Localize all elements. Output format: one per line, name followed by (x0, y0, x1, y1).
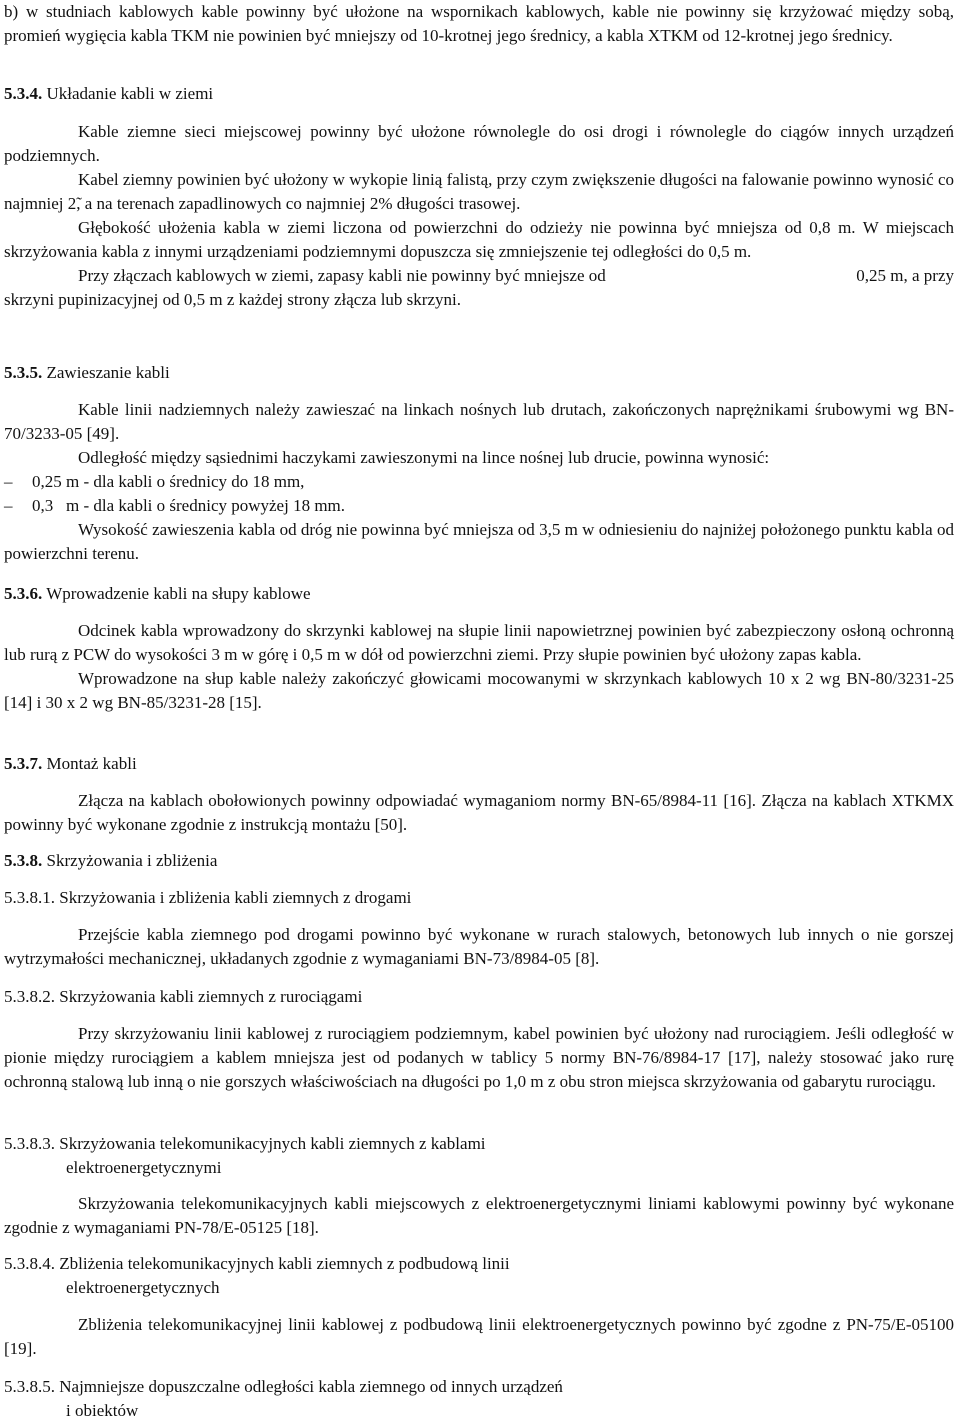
subsection-heading-5-3-8-4 (4, 1252, 954, 1300)
subsection-body-5-3-8-3 (4, 1192, 954, 1240)
subsection-heading-5-3-8-2 (4, 985, 954, 1009)
paragraph-part: 0,25 m, a przy (856, 266, 954, 285)
paragraph: Przy skrzyżowaniu linii kablowej z rurociągiem podziemnym, kabel powinien być ułożony nad rurociągiem. Jeśli odległość w pionie między rurociągiem a kablem mniejsza jest od podanych w tablicy 5 normy BN-76/8984-17 [17], należy stosować jako rurę ochronną stalową lub inną o nie gorszych właściwościach na długości po 1,0 m z obu stron miejsca skrzyżowania od gabarytu rurociągu. (4, 1024, 954, 1091)
list-item (4, 470, 954, 494)
section-number: 5.3.5. (4, 363, 43, 382)
paragraph-part: Przy złączach kablowych w ziemi, zapasy kabli nie powinny być mniejsze od (78, 266, 606, 285)
section-title: Montaż kabli (46, 754, 137, 773)
section-body-5-3-6 (4, 619, 954, 715)
section-body-5-3-4 (4, 120, 954, 312)
subsection-title-line: 5.3.8.4. Zbliżenia telekomunikacyjnych kabli ziemnych z podbudową linii (4, 1254, 510, 1273)
subsection-title-line: elektroenergetycznych (66, 1278, 220, 1297)
paragraph: Wprowadzone na słup kable należy zakończyć głowicami mocowanymi w skrzynkach kablowych 10 x 2 wg BN-80/3231-25 [14] i 30 x 2 wg BN-85/3231-28 [15]. (4, 669, 954, 712)
paragraph: skrzyni pupinizacyjnej od 0,5 m z każdej strony złącza lub skrzyni. (4, 290, 461, 309)
section-heading-5-3-7 (4, 752, 954, 776)
section-heading-5-3-8 (4, 849, 954, 873)
section-body-5-3-7 (4, 789, 954, 837)
paragraph: Skrzyżowania telekomunikacyjnych kabli miejscowych z elektroenergetycznymi liniami kablowymi powinny być wykonane zgodnie z wymaganiami PN-78/E-05125 [18]. (4, 1194, 954, 1237)
subsection-body-5-3-8-2 (4, 1022, 954, 1094)
paragraph: Zbliżenia telekomunikacyjnej linii kablowej z podbudową linii elektroenergetycznych powinno być zgodne z PN-75/E-05100 [19]. (4, 1315, 954, 1358)
paragraph: Złącza na kablach obołowionych powinny odpowiadać wymaganiom normy BN-65/8984-11 [16]. Złącza na kablach XTKMX powinny być wykonane zgodnie z instrukcją montażu [50]. (4, 791, 954, 834)
paragraph: Kable ziemne sieci miejscowej powinny być ułożone równolegle do osi drogi i równolegle do ciągów innych urządzeń podziemnych. (4, 122, 954, 165)
paragraph: Odległość między sąsiednimi haczykami zawieszonymi na lince nośnej lub drucie, powinna wynosić: (78, 448, 770, 467)
section-heading-5-3-6 (4, 582, 954, 606)
paragraph: Głębokość ułożenia kabla w ziemi liczona od powierzchni do odzieży nie powinna być mniejsza od 0,8 m. W miejscach skrzyżowania kabla z innymi urządzeniami podziemnymi dopuszcza się zmniejszenie tej odległości do 0,5 m. (4, 218, 954, 261)
section-number: 5.3.6. (4, 584, 43, 603)
section-number: 5.3.7. (4, 754, 43, 773)
list-item-text: 0,3 m - dla kabli o średnicy powyżej 18 mm. (32, 496, 346, 515)
subsection-title: 5.3.8.1. Skrzyżowania i zbliżenia kabli ziemnych z drogami (4, 888, 412, 907)
paragraph: Kable linii nadziemnych należy zawieszać na linkach nośnych lub drutach, zakończonych naprężnikami śrubowymi wg BN-70/3233-05 [49]. (4, 400, 954, 443)
section-heading-5-3-5 (4, 361, 954, 385)
subsection-title-line: elektroenergetycznymi (66, 1158, 222, 1177)
paragraph-line (4, 264, 954, 288)
paragraph: Kabel ziemny powinien być ułożony w wykopie linią falistą, przy czym zwiększenie długości na falowanie powinno wynosić co najmniej 2̃, a na terenach zapadlinowych co najmniej 2% długości trasowej. (4, 170, 954, 213)
list-item-text: 0,25 m - dla kabli o średnicy do 18 mm, (32, 472, 305, 491)
section-number: 5.3.4. (4, 84, 43, 103)
dash-bullet: – (4, 472, 13, 491)
section-body-5-3-5 (4, 398, 954, 566)
subsection-title-line: i obiektów (66, 1401, 139, 1420)
intro-section (4, 0, 954, 48)
section-heading-5-3-4 (4, 82, 954, 106)
subsection-body-5-3-8-1 (4, 923, 954, 971)
section-number: 5.3.8. (4, 851, 43, 870)
subsection-heading-5-3-8-5 (4, 1375, 954, 1423)
subsection-title: 5.3.8.2. Skrzyżowania kabli ziemnych z rurociągami (4, 987, 363, 1006)
paragraph: Wysokość zawieszenia kabla od dróg nie powinna być mniejsza od 3,5 m w odniesieniu do najniżej położonego punktu kabla od powierzchni terenu. (4, 520, 954, 563)
subsection-body-5-3-8-4 (4, 1313, 954, 1361)
section-title: Wprowadzenie kabli na słupy kablowe (46, 584, 311, 603)
subsection-heading-5-3-8-3 (4, 1132, 954, 1180)
paragraph: Przejście kabla ziemnego pod drogami powinno być wykonane w rurach stalowych, betonowych lub innych o nie gorszej wytrzymałości mechanicznej, układanych zgodnie z wymaganiami BN-73/8984-05 [8]. (4, 925, 954, 968)
subsection-title-line: 5.3.8.5. Najmniejsze dopuszczalne odległości kabla ziemnego od innych urządzeń (4, 1377, 563, 1396)
section-title: Skrzyżowania i zbliżenia (46, 851, 218, 870)
paragraph: Odcinek kabla wprowadzony do skrzynki kablowej na słupie linii napowietrznej powinien być zabezpieczony osłoną ochronną lub rurą z PCW do wysokości 3 m w górę i 0,5 m w dół od powierzchni ziemi. Przy słupie powinien być ułożony zapas kabla. (4, 621, 954, 664)
subsection-title-line: 5.3.8.3. Skrzyżowania telekomunikacyjnych kabli ziemnych z kablami (4, 1134, 486, 1153)
subsection-heading-5-3-8-1 (4, 886, 954, 910)
list-item (4, 494, 954, 518)
intro-paragraph: b) w studniach kablowych kable powinny być ułożone na wspornikach kablowych, kable nie powinny się krzyżować między sobą, promień wygięcia kabla TKM nie powinien być mniejszy od 10-krotnej jego średnicy, a kabla XTKM od 12-krotnej jego średnicy. (4, 2, 954, 45)
section-title: Układanie kabli w ziemi (46, 84, 214, 103)
section-title: Zawieszanie kabli (46, 363, 170, 382)
dash-bullet: – (4, 496, 13, 515)
